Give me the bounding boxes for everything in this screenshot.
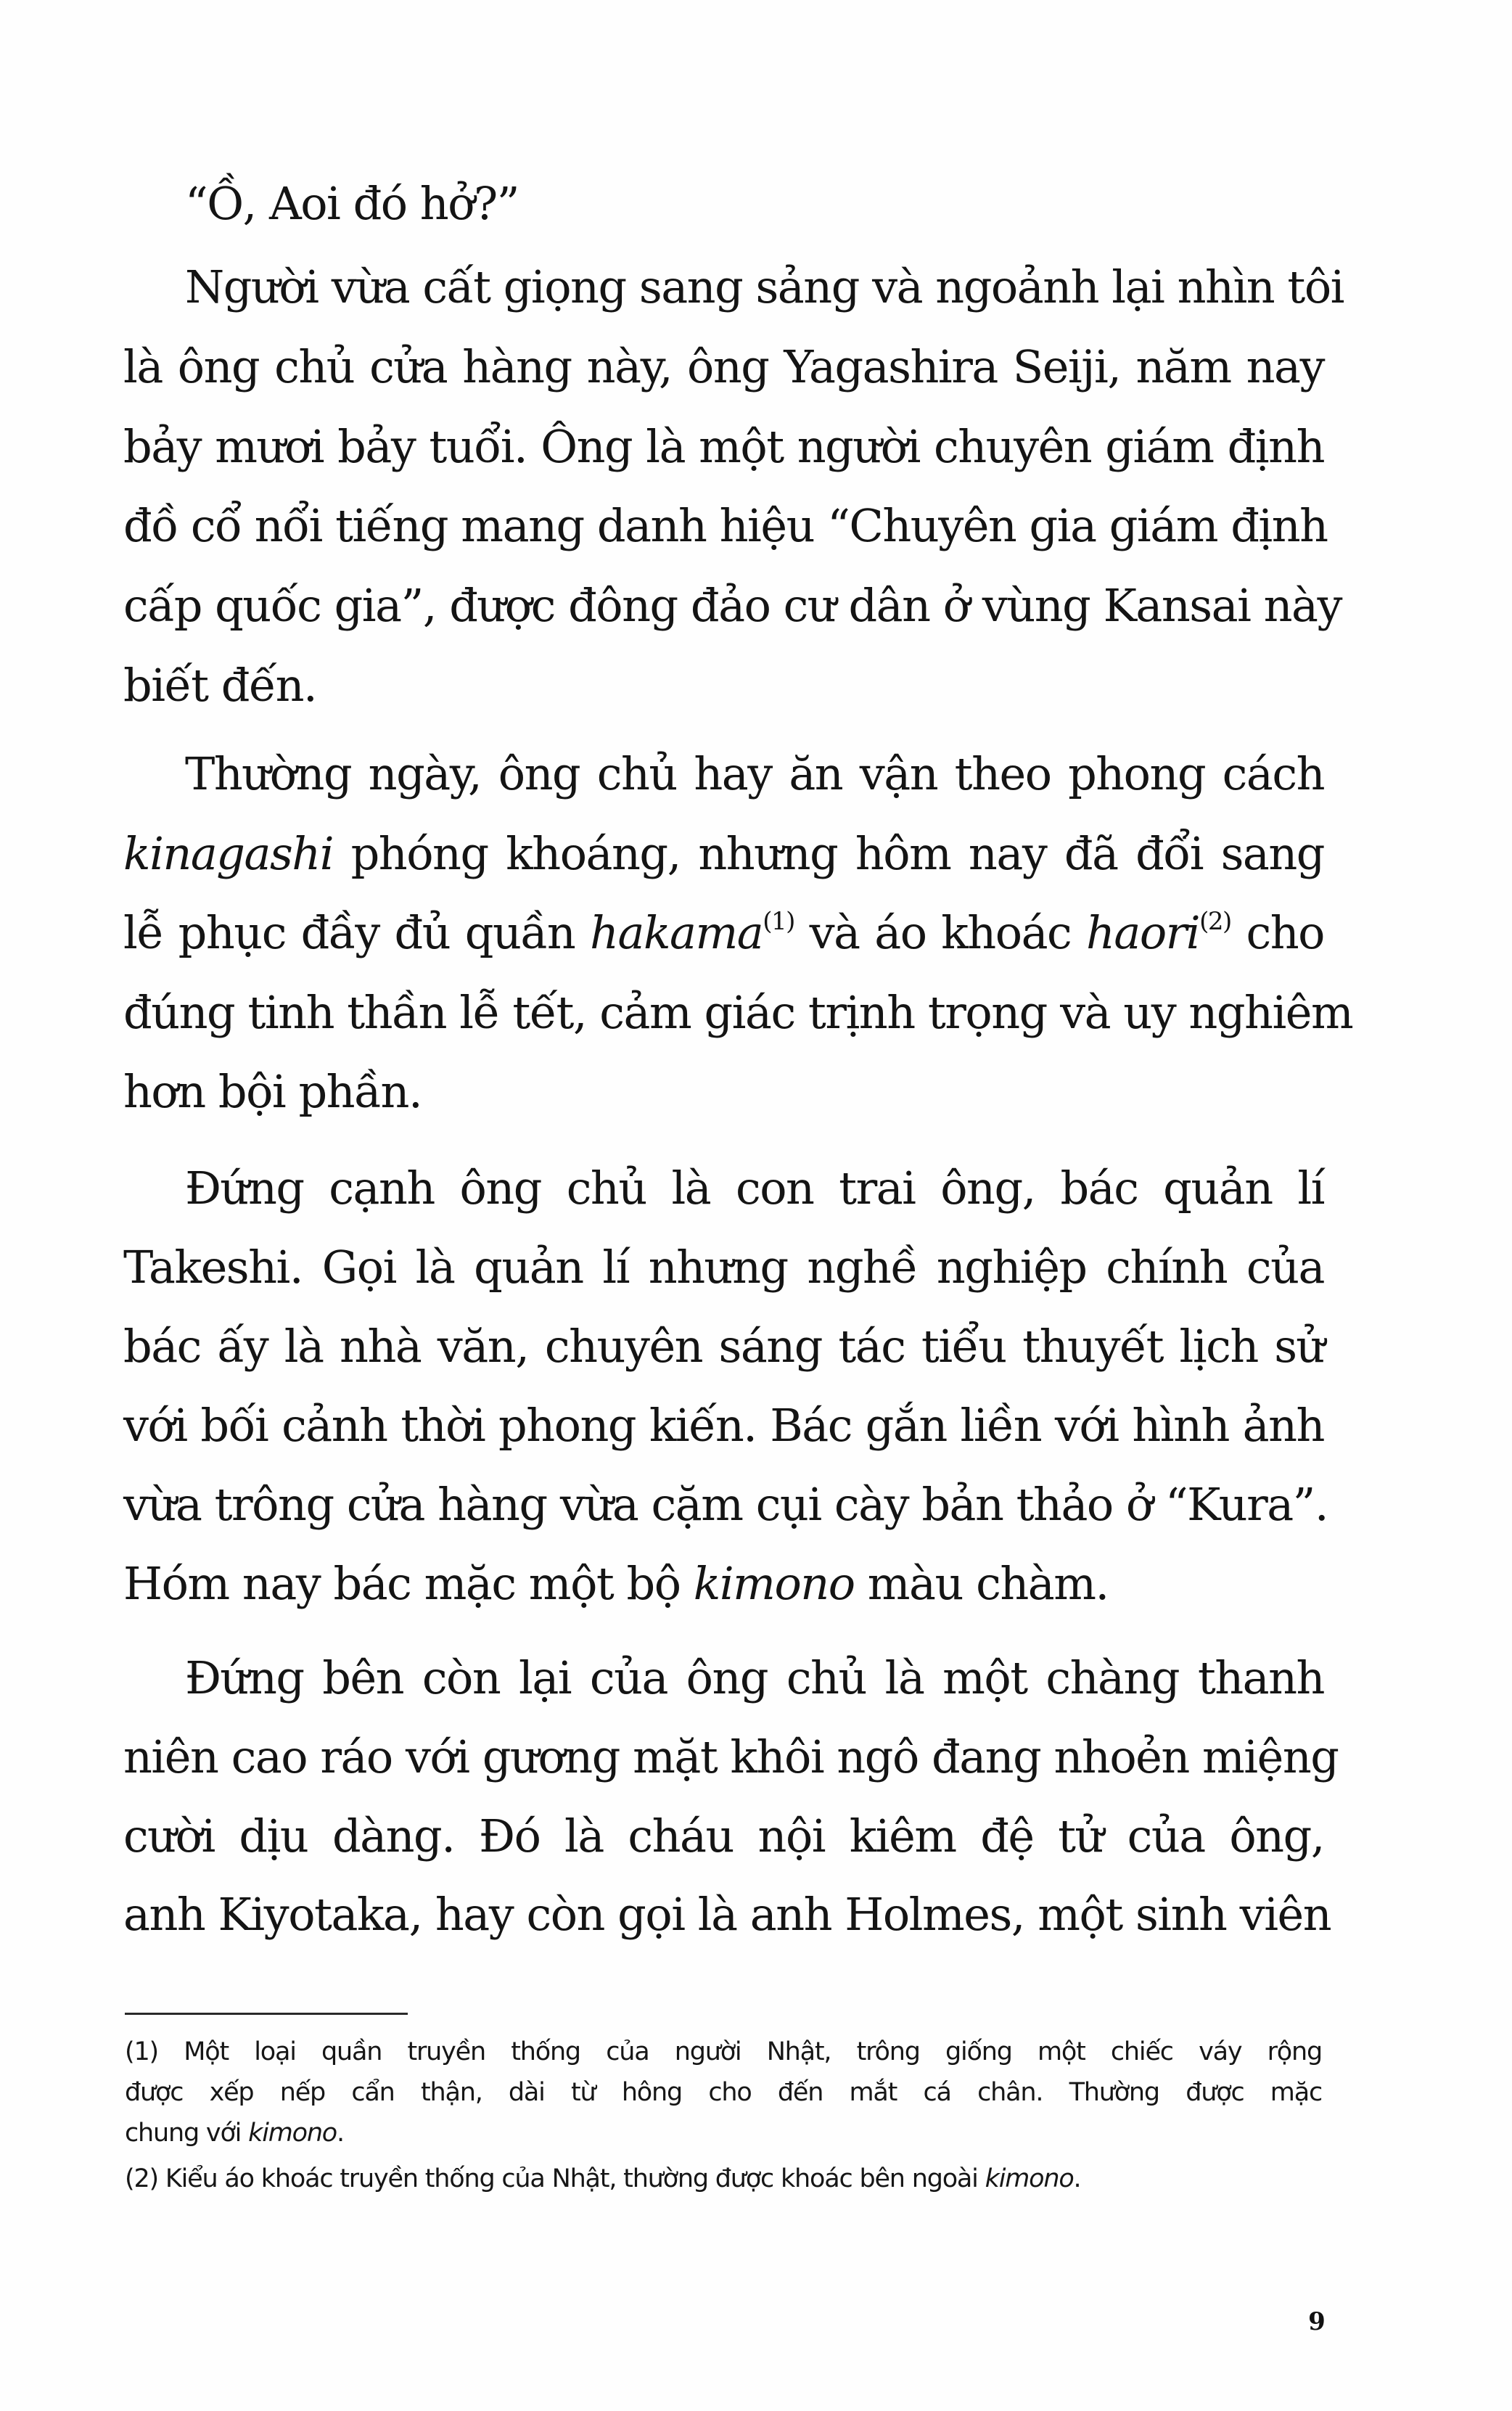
body-line: [123, 893, 1324, 973]
body-line: cười dịu dàng. Đó là cháu nội kiêm đệ tử của ông,: [123, 1810, 1324, 1862]
body-line: Người vừa cất giọng sang sảng và ngoảnh lại nhìn tôi: [185, 260, 1344, 313]
body-line: vừa trông cửa hàng vừa cặm cụi cày bản thảo ở “Kura”.: [123, 1478, 1328, 1531]
italic-term: haori: [1085, 906, 1200, 959]
body-line: Đứng cạnh ông chủ là con trai ông, bác quản lí: [185, 1162, 1324, 1215]
body-text: lễ phục đầy đủ quần: [123, 906, 591, 959]
body-line: bác ấy là nhà văn, chuyên sáng tác tiểu thuyết lịch sử: [123, 1320, 1324, 1373]
body-line: Takeshi. Gọi là quản lí nhưng nghề nghiệp chính của: [123, 1241, 1324, 1294]
footnote-text: chung với: [125, 2119, 249, 2148]
body-line: bảy mươi bảy tuổi. Ông là một người chuyên giám định: [123, 420, 1324, 473]
body-text: cho: [1230, 906, 1324, 959]
dialogue-line: “Ồ, Aoi đó hở?”: [185, 177, 519, 230]
body-line: là ông chủ cửa hàng này, ông Yagashira Seiji, năm nay: [123, 340, 1324, 393]
italic-term: kimono: [693, 1557, 855, 1610]
body-text: màu chàm.: [854, 1557, 1109, 1610]
body-line: cấp quốc gia”, được đông đảo cư dân ở vùng Kansai này: [123, 579, 1342, 632]
footnote-ref-1[interactable]: (1): [763, 907, 794, 936]
footnote-text: .: [337, 2119, 344, 2148]
italic-term: kinagashi: [123, 827, 334, 880]
body-line: đúng tinh thần lễ tết, cảm giác trịnh trọng và uy nghiêm: [123, 986, 1353, 1039]
body-line: với bối cảnh thời phong kiến. Bác gắn liền với hình ảnh: [123, 1399, 1324, 1452]
body-line: Thường ngày, ông chủ hay ăn vận theo phong cách: [185, 747, 1324, 800]
footnote-text: .: [1073, 2164, 1081, 2193]
body-line: niên cao ráo với gương mặt khôi ngô đang nhoẻn miệng: [123, 1730, 1339, 1783]
footnote-2-line: [125, 2159, 1322, 2199]
body-text: và áo khoác: [794, 906, 1086, 959]
body-line: Đứng bên còn lại của ông chủ là một chàng thanh: [185, 1651, 1324, 1704]
footnote-divider: [125, 2013, 408, 2015]
body-line: biết đến.: [123, 659, 317, 712]
italic-term: hakama: [590, 906, 763, 959]
page-number: 9: [1308, 2307, 1326, 2336]
footnote-text: (2) Kiểu áo khoác truyền thống của Nhật, thường được khoác bên ngoài: [125, 2164, 985, 2193]
body-line: đồ cổ nổi tiếng mang danh hiệu “Chuyên gia giám định: [123, 499, 1328, 552]
body-line: anh Kiyotaka, hay còn gọi là anh Holmes, một sinh viên: [123, 1888, 1331, 1941]
body-text: phóng khoáng, nhưng hôm nay đã đổi sang: [333, 827, 1324, 880]
footnote-1-line: được xếp nếp cẩn thận, dài từ hông cho đến mắt cá chân. Thường được mặc: [125, 2078, 1322, 2107]
body-text: Hóm nay bác mặc một bộ: [123, 1557, 694, 1610]
italic-term: kimono: [248, 2119, 337, 2148]
body-line: hơn bội phần.: [123, 1065, 422, 1118]
footnote-1-line: [125, 2113, 1322, 2153]
footnote-1-line: (1) Một loại quần truyền thống của người Nhật, trông giống một chiếc váy rộng: [125, 2037, 1322, 2066]
footnote-ref-2[interactable]: (2): [1199, 907, 1231, 936]
body-line: [123, 814, 1324, 894]
body-line: [123, 1544, 1324, 1624]
italic-term: kimono: [985, 2164, 1074, 2193]
